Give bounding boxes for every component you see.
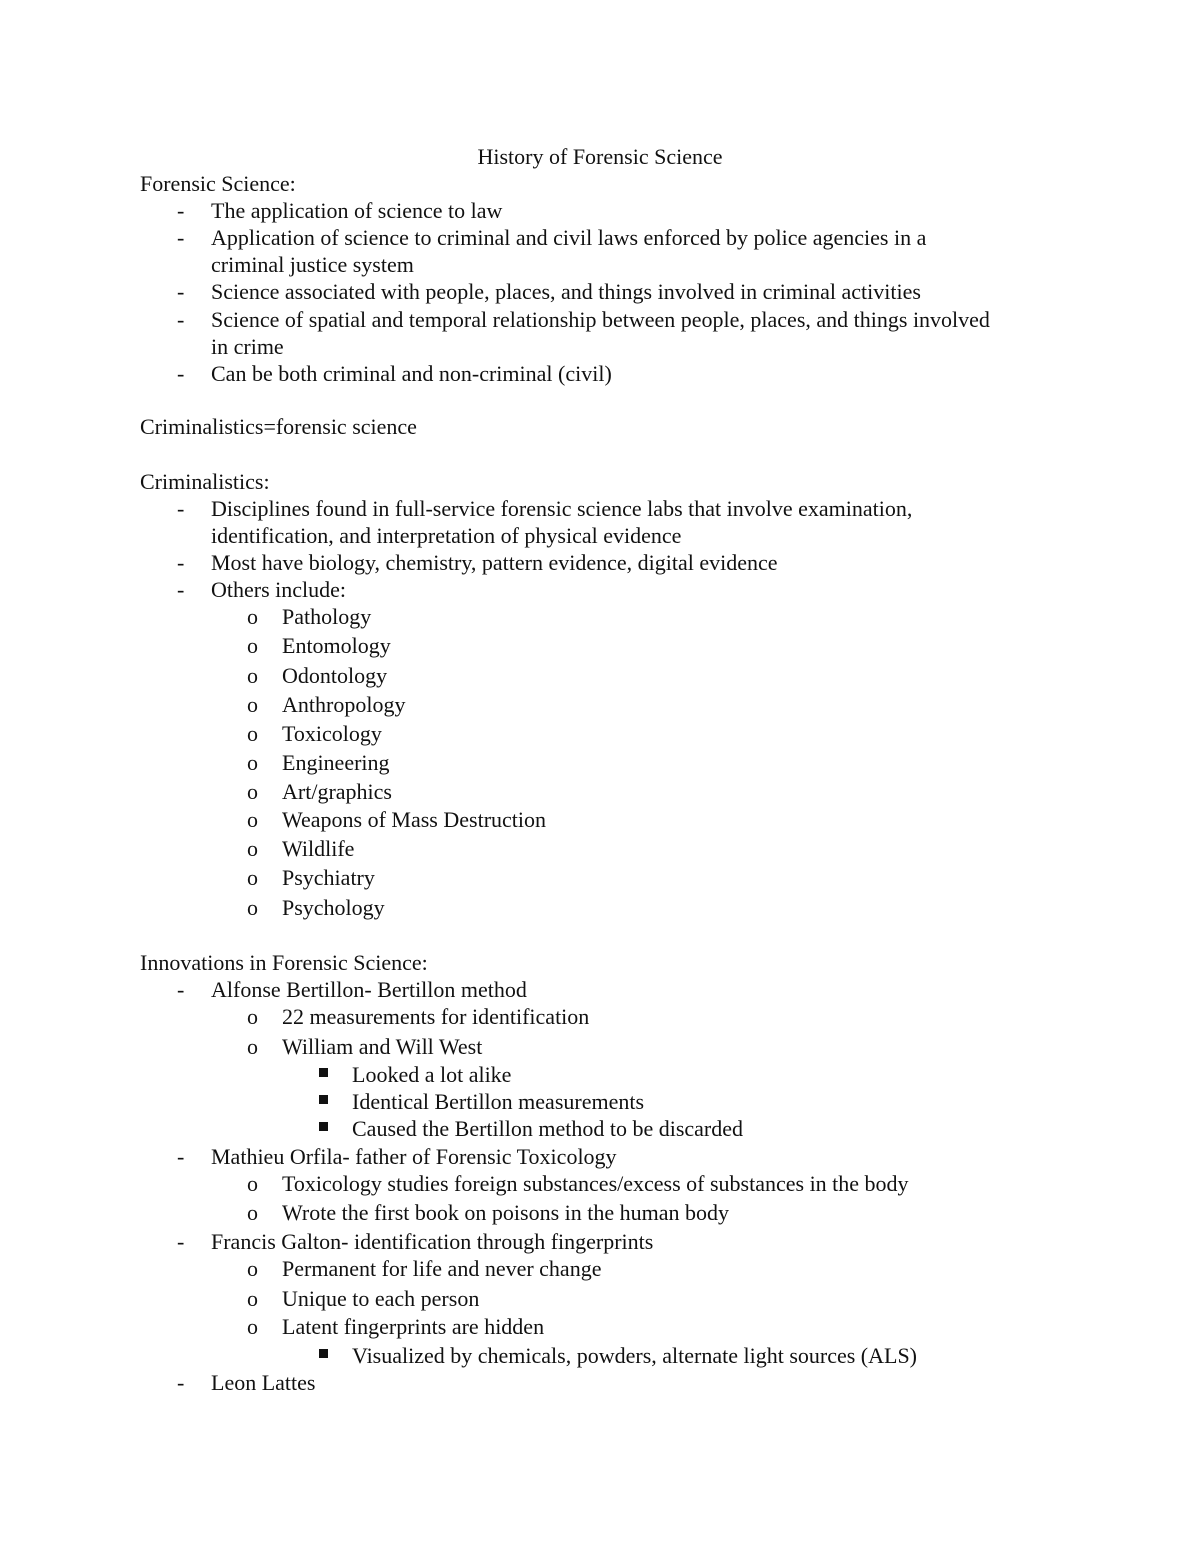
dash-bullet: - <box>177 225 185 250</box>
dash-bullet: - <box>177 198 185 223</box>
sub-list-item: Odontology <box>282 663 388 688</box>
dash-bullet: - <box>177 577 185 602</box>
sub-sub-list-item: Identical Bertillon measurements <box>352 1089 645 1114</box>
dash-bullet: - <box>177 1229 185 1254</box>
sub-list-item: Toxicology studies foreign substances/excess of substances in the body <box>282 1171 909 1196</box>
square-bullet-icon <box>319 1349 328 1358</box>
sub-list-item: Toxicology <box>282 721 382 746</box>
square-bullet-icon <box>319 1095 328 1104</box>
sub-list-item: William and Will West <box>282 1034 483 1059</box>
circle-bullet: o <box>247 1171 258 1196</box>
sub-list-item: Psychiatry <box>282 865 375 890</box>
list-item: Science of spatial and temporal relationship between people, places, and things involved <box>211 307 990 332</box>
sub-list-item: 22 measurements for identification <box>282 1004 590 1029</box>
sub-list-item: Pathology <box>282 604 372 629</box>
list-item: Science associated with people, places, and things involved in criminal activities <box>211 279 921 304</box>
sub-list-item: Engineering <box>282 750 390 775</box>
circle-bullet: o <box>247 1286 258 1311</box>
circle-bullet: o <box>247 779 258 804</box>
list-item: Leon Lattes <box>211 1370 316 1395</box>
circle-bullet: o <box>247 895 258 920</box>
list-item-continuation: identification, and interpretation of physical evidence <box>211 523 682 548</box>
circle-bullet: o <box>247 663 258 688</box>
sub-list-item: Permanent for life and never change <box>282 1256 602 1281</box>
list-item-continuation: criminal justice system <box>211 252 414 277</box>
circle-bullet: o <box>247 1034 258 1059</box>
document-title: History of Forensic Science <box>477 144 723 169</box>
list-item: Most have biology, chemistry, pattern evidence, digital evidence <box>211 550 778 575</box>
section-heading-criminalistics: Criminalistics: <box>140 469 270 494</box>
dash-bullet: - <box>177 361 185 386</box>
square-bullet-icon <box>319 1122 328 1131</box>
circle-bullet: o <box>247 1256 258 1281</box>
square-bullet-icon <box>319 1068 328 1077</box>
circle-bullet: o <box>247 692 258 717</box>
circle-bullet: o <box>247 1004 258 1029</box>
circle-bullet: o <box>247 721 258 746</box>
circle-bullet: o <box>247 836 258 861</box>
list-item: Disciplines found in full-service forensic science labs that involve examination, <box>211 496 913 521</box>
criminalistics-definition: Criminalistics=forensic science <box>140 414 417 439</box>
sub-sub-list-item: Caused the Bertillon method to be discarded <box>352 1116 744 1141</box>
circle-bullet: o <box>247 807 258 832</box>
list-item: Francis Galton- identification through fingerprints <box>211 1229 654 1254</box>
sub-list-item: Wrote the first book on poisons in the human body <box>282 1200 730 1225</box>
sub-list-item: Entomology <box>282 633 391 658</box>
dash-bullet: - <box>177 977 185 1002</box>
list-item: Mathieu Orfila- father of Forensic Toxicology <box>211 1144 617 1169</box>
sub-sub-list-item: Looked a lot alike <box>352 1062 512 1087</box>
list-item: Alfonse Bertillon- Bertillon method <box>211 977 527 1002</box>
dash-bullet: - <box>177 550 185 575</box>
dash-bullet: - <box>177 496 185 521</box>
list-item: The application of science to law <box>211 198 503 223</box>
circle-bullet: o <box>247 750 258 775</box>
circle-bullet: o <box>247 1200 258 1225</box>
circle-bullet: o <box>247 1314 258 1339</box>
sub-list-item: Unique to each person <box>282 1286 480 1311</box>
list-item: Can be both criminal and non-criminal (civil) <box>211 361 612 386</box>
list-item: Others include: <box>211 577 347 602</box>
sub-list-item: Psychology <box>282 895 385 920</box>
sub-sub-list-item: Visualized by chemicals, powders, alternate light sources (ALS) <box>352 1343 918 1368</box>
circle-bullet: o <box>247 865 258 890</box>
list-item-continuation: in crime <box>211 334 284 359</box>
dash-bullet: - <box>177 279 185 304</box>
list-item: Application of science to criminal and civil laws enforced by police agencies in a <box>211 225 927 250</box>
sub-list-item: Anthropology <box>282 692 406 717</box>
section-heading-innovations: Innovations in Forensic Science: <box>140 950 428 975</box>
dash-bullet: - <box>177 1370 185 1395</box>
sub-list-item: Art/graphics <box>282 779 392 804</box>
dash-bullet: - <box>177 307 185 332</box>
section-heading-forensic-science: Forensic Science: <box>140 171 296 196</box>
circle-bullet: o <box>247 604 258 629</box>
circle-bullet: o <box>247 633 258 658</box>
sub-list-item: Weapons of Mass Destruction <box>282 807 547 832</box>
sub-list-item: Wildlife <box>282 836 355 861</box>
sub-list-item: Latent fingerprints are hidden <box>282 1314 545 1339</box>
dash-bullet: - <box>177 1144 185 1169</box>
